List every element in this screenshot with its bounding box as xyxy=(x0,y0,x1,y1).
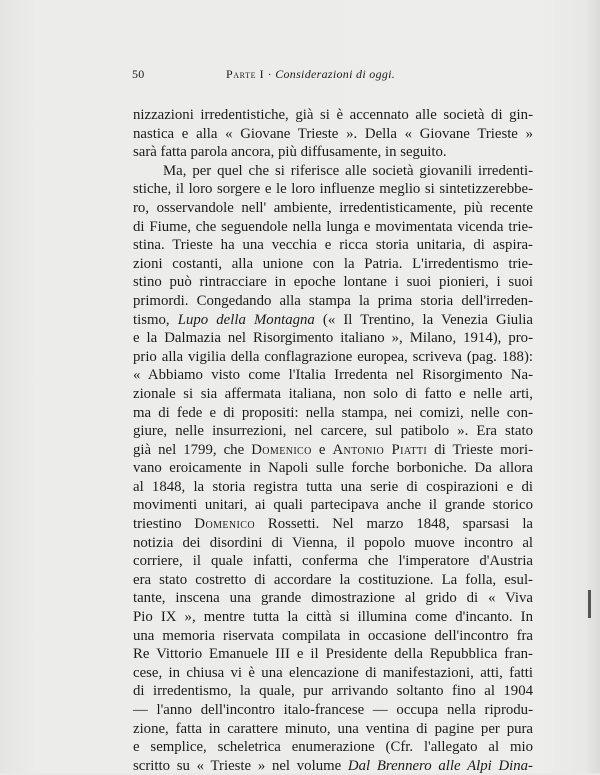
text-line: e la Dalmazia nel Risorgimento italiano », Milano, 1914), pro- xyxy=(133,330,533,347)
text-line: giure, nelle insurrezioni, nel carcere, sul patibolo ». Era stato xyxy=(133,423,533,440)
text-line: sarà fatta parola ancora, più diffusamente, in seguito. xyxy=(133,144,447,161)
text-line: movimenti unitari, ai quali partecipava anche il grande storico xyxy=(133,497,533,514)
text-line: zione, fatta in carattere minuto, una ventina di pagine per pura xyxy=(133,720,533,737)
text-line: stino può rintracciare in epoche lontane i suoi pionieri, i suoi xyxy=(133,274,533,291)
text-line: corriere, il quale infatti, conferma che l'imperatore d'Austria xyxy=(133,553,533,570)
text-line: Pio IX », mentre tutta la città si illumina come d'incanto. In xyxy=(133,609,533,626)
text-line: Ma, per quel che si riferisce alle società giovanili irredenti- xyxy=(163,162,533,179)
text-line: al 1848, la storia registra tutta una serie di cospirazioni e di xyxy=(133,478,533,495)
text-line: « Abbiamo visto come l'Italia Irredenta nel Risorgimento Na- xyxy=(133,367,533,384)
page-header xyxy=(132,67,532,83)
text-line: tismo, Lupo della Montagna (« Il Trentino, la Venezia Giulia xyxy=(133,311,533,328)
text-line: era stato costretto di accordare la costituzione. La folla, esul- xyxy=(133,571,533,588)
text-line: primordi. Congedando alla stampa la prima storia dell'irreden- xyxy=(133,292,533,309)
page-edge-shadow xyxy=(584,0,600,773)
text-line: zionale si sia affermata italiana, non solo di fatto e nelle arti, xyxy=(133,385,533,402)
section-title: Considerazioni di oggi. xyxy=(275,67,396,81)
text-line: zioni costanti, alla unione con la Patria. L'irredentismo trie- xyxy=(133,255,533,272)
text-line: ro, osservandole nell' ambiente, irredentisticamente, più recente xyxy=(133,199,533,216)
running-head xyxy=(226,67,395,82)
italic-phrase: Dal Brennero alle Alpi Dina- xyxy=(347,757,533,774)
text-line: triestino Domenico Rossetti. Nel marzo 1848, sparsasi la xyxy=(133,516,534,533)
small-caps-name: Antonio Piatti xyxy=(332,441,428,458)
text-line: stina. Trieste ha una vecchia e ricca storia unitaria, di aspira- xyxy=(133,237,533,254)
text-line: vano eroicamente in Napoli sulle forche borboniche. Da allora xyxy=(133,460,533,477)
header-separator: · xyxy=(264,67,276,81)
text-line: di irredentismo, la quale, pur arrivando soltanto fino al 1904 xyxy=(133,683,533,700)
text-line: ma di fede e di propositi: nella stampa, nei comizi, nelle con- xyxy=(133,404,533,421)
text-line: scritto su « Trieste » nel volume Dal Brennero alle Alpi Dina- xyxy=(133,757,533,774)
text-line: una memoria riservata compilata in occasione dell'incontro fra xyxy=(133,627,533,644)
margin-mark xyxy=(588,590,591,618)
text-line: già nel 1799, che Domenico e Antonio Piatti di Trieste mori- xyxy=(133,441,534,458)
text-line: cese, in chiusa vi è una elencazione di manifestazioni, atti, fatti xyxy=(133,664,533,681)
text-line: prio alla vigilia della conflagrazione europea, scriveva (pag. 188): xyxy=(133,348,533,365)
text-line: notizia dei disordini di Vienna, il popolo muove incontro al xyxy=(133,534,533,551)
part-label: Parte I xyxy=(226,67,265,81)
text-line: — l'anno dell'incontro italo-francese — occupa nella riprodu- xyxy=(133,702,533,718)
text-line: tante, inscena una grande dimostrazione al grido di « Viva xyxy=(133,590,533,607)
text-line: nastica e alla « Giovane Trieste ». Della « Giovane Trieste » xyxy=(133,125,533,142)
page-number: 50 xyxy=(132,67,145,81)
text-line: nizzazioni irredentistiche, già si è accennato alle società di gin- xyxy=(133,107,533,123)
italic-phrase: Lupo della Montagna xyxy=(177,311,315,328)
text-line: Re Vittorio Emanuele III e il Presidente della Repubblica fran- xyxy=(133,646,533,663)
text-line: di Fiume, che seguendole nella lunga e movimentata vicenda trie- xyxy=(133,218,533,235)
small-caps-name: Domenico xyxy=(194,516,255,533)
text-line: e semplice, scheletrica enumerazione (Cfr. l'allegato al mio xyxy=(133,739,533,756)
text-line: stiche, il loro sorgere e le loro influenze meglio si sintetizzerebbe- xyxy=(133,181,533,198)
body-text xyxy=(133,106,533,775)
small-caps-name: Domenico xyxy=(251,441,312,458)
